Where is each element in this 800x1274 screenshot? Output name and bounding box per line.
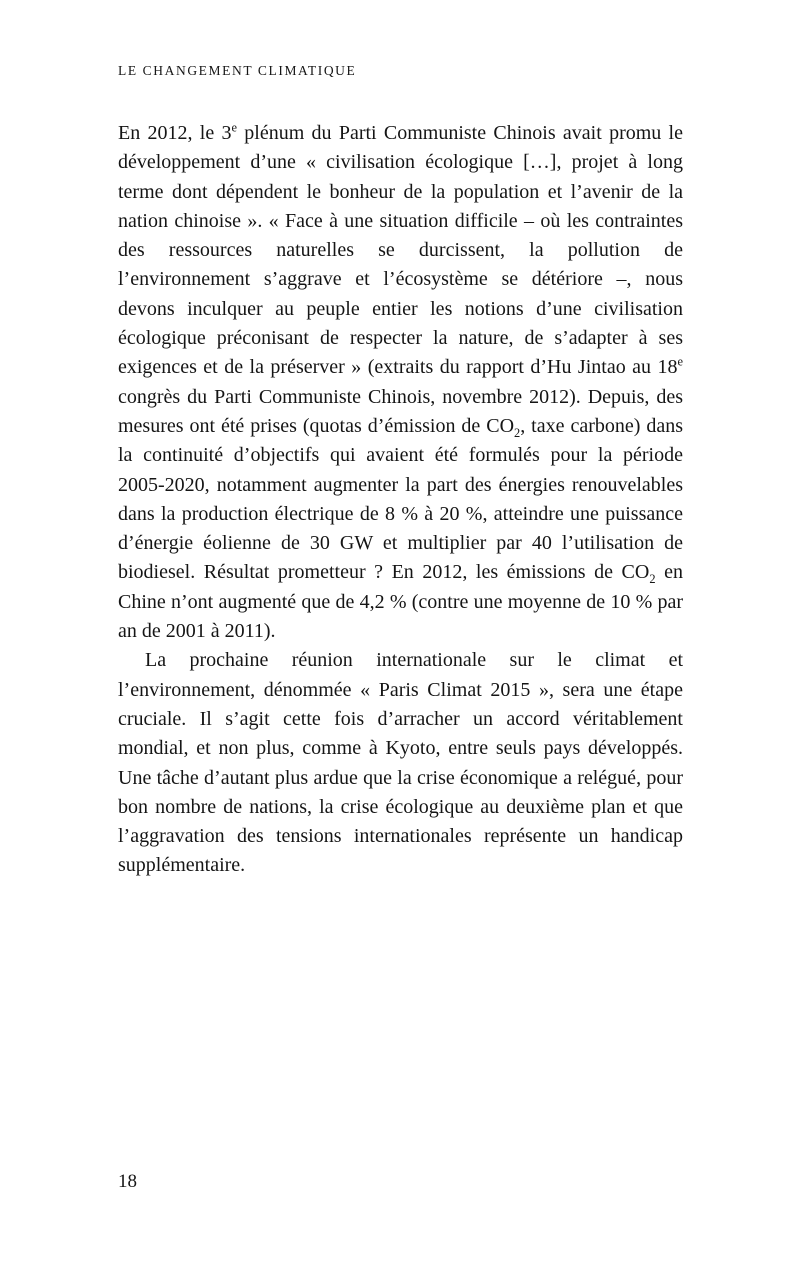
superscript-ordinal: e bbox=[677, 354, 683, 369]
text-segment: , taxe carbone) dans la continuité d’objectifs qui avaient été formulés pour la période 2005-2020, notamment augmenter la part des énergies renouvelables dans la production électrique de 8 % à 20 %, atteindre une puissance d’énergie éolienne de 30 GW et multiplier par 40 l’utilisation de biodiesel. Résultat prometteur ? En 2012, les émissions de CO bbox=[118, 414, 684, 584]
text-block bbox=[118, 119, 683, 881]
text-segment: en Chine n’ont augmenté que de 4,2 % (contre une moyenne de 10 % par an de 2001 à 2011). bbox=[118, 561, 683, 643]
text-segment: En 2012, le 3 bbox=[118, 122, 232, 144]
page-number: 18 bbox=[118, 1171, 137, 1192]
subscript-co2: 2 bbox=[649, 572, 656, 587]
subscript-co2: 2 bbox=[514, 425, 521, 440]
superscript-ordinal: e bbox=[231, 120, 237, 135]
text-segment: La prochaine réunion internationale sur le climat et l’environnement, dénommée « Paris Climat 2015 », sera une étape cruciale. Il s’agit cette fois d’arracher un accord véritablement mondial, et non plus, comme à Kyoto, entre seuls pays développés. Une tâche d’autant plus ardue que la crise économique a relégué, pour bon nombre de nations, la crise écologique au deuxième plan et que l’aggravation des tensions internationales représente un handicap supplémentaire. bbox=[118, 649, 683, 877]
paragraph-2 bbox=[118, 646, 683, 880]
text-segment: congrès du Parti Communiste Chinois, novembre 2012). Depuis, des mesures ont été prises (quotas d’émission de CO bbox=[118, 385, 683, 437]
text-segment: plénum du Parti Communiste Chinois avait promu le développement d’une « civilisation écologique […], projet à long terme dont dépendent le bonheur de la population et l’avenir de la nation chinoise ». « Face à une situation difficile – où les contraintes des ressources naturelles se durcissent, la pollution de l’environnement s’aggrave et l’écosystème se détériore –, nous devons inculquer au peuple entier les notions d’une civilisation écologique préconisant de respecter la nature, de s’adapter à ses exigences et de la préserver » (extraits du rapport d’Hu Jintao au 18 bbox=[118, 122, 683, 379]
paragraph-1 bbox=[118, 119, 683, 646]
running-header: LE CHANGEMENT CLIMATIQUE bbox=[118, 63, 357, 78]
